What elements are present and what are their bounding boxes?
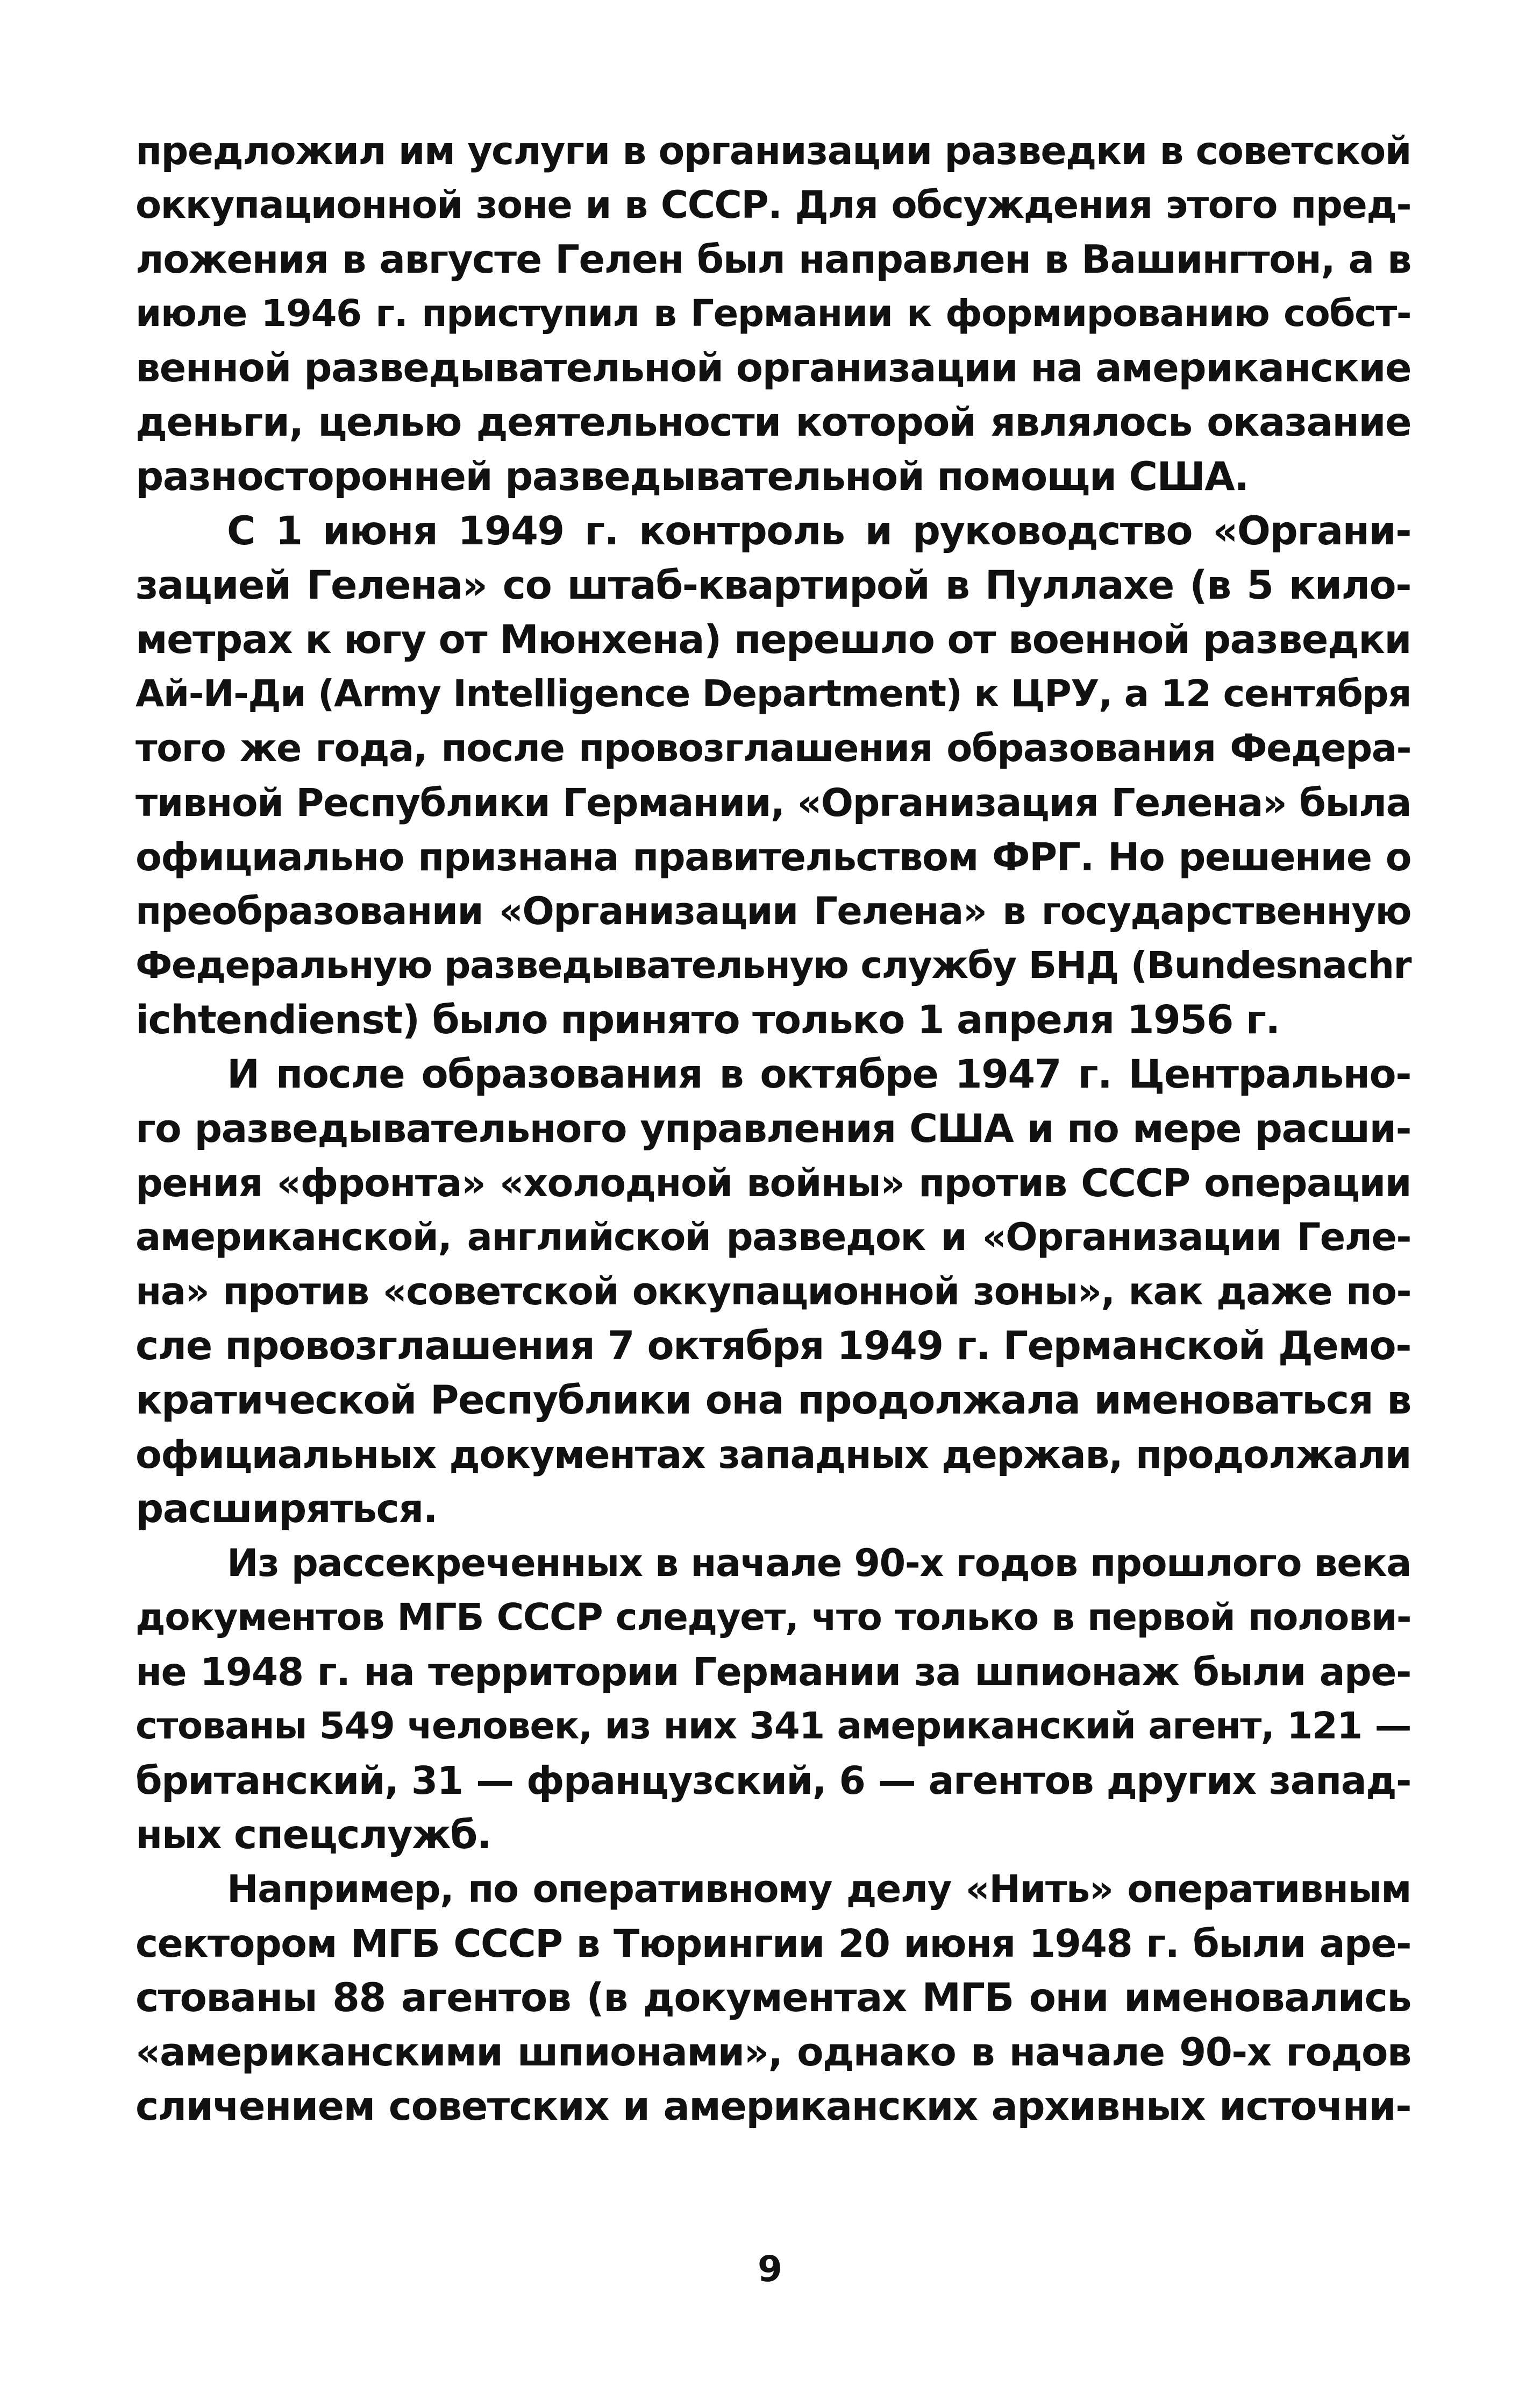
text-line: Из рассекреченных в начале 90-х годов прошлого века	[227, 1541, 1411, 1585]
text-line: И после образования в октябре 1947 г. Центрально-	[227, 1052, 1411, 1097]
text-line: ложения в августе Гелен был направлен в Вашингтон, а в	[136, 237, 1411, 282]
text-line: го разведывательного управления США и по мере расши-	[136, 1106, 1411, 1151]
text-line: С 1 июня 1949 г. контроль и руководство «Органи-	[227, 508, 1411, 554]
body-text	[136, 124, 1411, 2134]
text-line: сличением советских и американских архивных источни-	[136, 2084, 1411, 2129]
text-line: американской, английской разведок и «Организации Геле-	[136, 1215, 1411, 1259]
text-line: метрах к югу от Мюнхена) перешло от военной разведки	[136, 617, 1411, 663]
text-line: рения «фронта» «холодной войны» против СССР операции	[136, 1161, 1411, 1205]
text-line: тивной Республики Германии, «Организация Гелена» была	[136, 780, 1411, 825]
text-line: преобразовании «Организации Гелена» в государственную	[136, 889, 1411, 933]
text-line: зацией Гелена» со штаб-квартирой в Пуллахе (в 5 кило-	[136, 563, 1411, 608]
text-line: сле провозглашения 7 октября 1949 г. Германской Демо-	[136, 1323, 1411, 1369]
text-line: не 1948 г. на территории Германии за шпионаж были аре-	[136, 1650, 1411, 1694]
text-line: стованы 88 агентов (в документах МГБ они именовались	[136, 1975, 1411, 2021]
text-line: Например, по оперативному делу «Нить» оперативным	[227, 1867, 1411, 1911]
text-line: на» против «советской оккупационной зоны», как даже по-	[136, 1269, 1411, 1313]
text-line: ichtendienst) было принято только 1 апреля 1956 г.	[136, 997, 1280, 1043]
text-line: разносторонней разведывательной помощи США.	[136, 454, 1249, 500]
text-line: британский, 31 — французский, 6 — агентов других запад-	[136, 1758, 1411, 1803]
text-line: Федеральную разведывательную службу БНД (Bundesnachr	[136, 944, 1411, 987]
text-line: Ай-И-Ди (Army Intelligence Department) к ЦРУ, а 12 сентября	[136, 672, 1411, 715]
text-line: оккупационной зоне и в СССР. Для обсуждения этого пред-	[136, 183, 1411, 227]
text-line: расширяться.	[136, 1486, 437, 1532]
text-line: сектором МГБ СССР в Тюрингии 20 июня 1948 г. были аре-	[136, 1921, 1411, 1966]
text-line: документов МГБ СССР следует, что только в первой полови-	[136, 1596, 1411, 1639]
text-line: венной разведывательной организации на американские	[136, 345, 1411, 391]
page-number: 9	[758, 2248, 782, 2290]
text-line: предложил им услуги в организации разведки в советской	[136, 129, 1411, 173]
text-line: ных спецслужб.	[136, 1812, 491, 1858]
text-line: «американскими шпионами», однако в начале 90-х годов	[136, 2029, 1411, 2075]
text-line: того же года, после провозглашения образования Федера-	[136, 726, 1411, 770]
text-line: деньги, целью деятельности которой являлось оказание	[136, 400, 1411, 445]
text-line: кратической Республики она продолжала именоваться в	[136, 1377, 1411, 1423]
text-line: официально признана правительством ФРГ. Но решение о	[136, 835, 1411, 879]
text-line: официальных документах западных держав, продолжали	[136, 1432, 1411, 1477]
text-line: июле 1946 г. приступил в Германии к формированию собст-	[136, 292, 1411, 335]
text-line: стованы 549 человек, из них 341 американский агент, 121 —	[136, 1705, 1411, 1748]
